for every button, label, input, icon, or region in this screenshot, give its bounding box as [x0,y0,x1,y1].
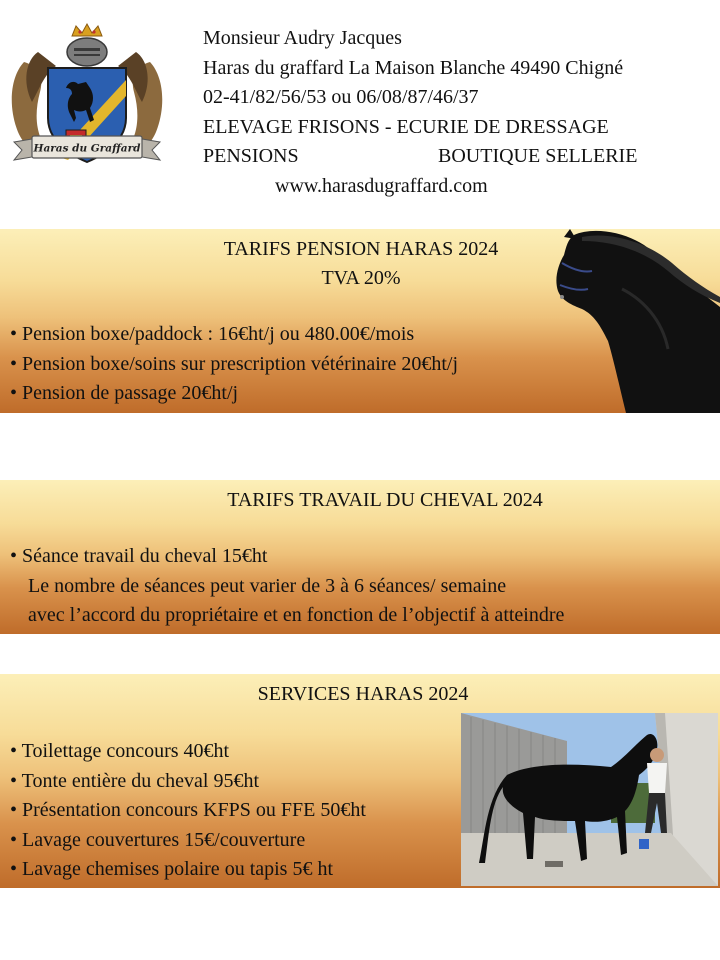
logo-banner-text: Haras du Graffard [33,142,141,155]
list-item: • Séance travail du cheval 15€ht [10,545,268,567]
coat-of-arms-logo [8,22,166,180]
boutique-label: BOUTIQUE SELLERIE [438,145,638,167]
contact-phones: 02-41/82/56/53 ou 06/08/87/46/37 [203,86,479,108]
list-item: • Tonte entière du cheval 95€ht [10,769,260,792]
travail-list [10,542,564,631]
pensions-label: PENSIONS [203,145,299,167]
travail-note-line: Le nombre de séances peut varier de 3 à 6 séances/ semaine [28,574,507,597]
list-item: • Lavage chemises polaire ou tapis 5€ ht [10,858,334,880]
contact-block [203,24,637,201]
pension-vat: TVA 20% [321,267,401,289]
travail-section [0,480,720,634]
travail-title: TARIFS TRAVAIL DU CHEVAL 2024 [227,489,543,511]
black-horse-photo [552,229,720,413]
list-item: • Pension boxe/paddock : 16€ht/j ou 480.00€/mois [10,323,415,345]
list-item: • Pension boxe/soins sur prescription vétérinaire 20€ht/j [10,352,459,375]
horse-grooming-photo [461,713,718,886]
contact-name: Monsieur Audry Jacques [203,27,402,49]
list-item: • Lavage couvertures 15€/couverture [10,828,306,851]
travail-note-line: avec l’accord du propriétaire et en fonction de l’objectif à atteindre [28,604,565,626]
services-section [0,674,720,888]
services-title: SERVICES HARAS 2024 [257,683,469,705]
services-list [10,737,366,885]
pension-list [10,320,458,409]
contact-activities: ELEVAGE FRISONS - ECURIE DE DRESSAGE [203,115,609,138]
pension-title: TARIFS PENSION HARAS 2024 [223,238,499,260]
list-item: • Toilettage concours 40€ht [10,740,230,762]
header [0,0,720,210]
contact-address: Haras du graffard La Maison Blanche 49490 Chigné [203,56,624,79]
list-item: • Pension de passage 20€ht/j [10,382,239,404]
website-link[interactable]: www.harasdugraffard.com [275,174,488,197]
contact-services-line [203,142,637,172]
pension-section [0,229,720,413]
list-item: • Présentation concours KFPS ou FFE 50€ht [10,799,366,821]
